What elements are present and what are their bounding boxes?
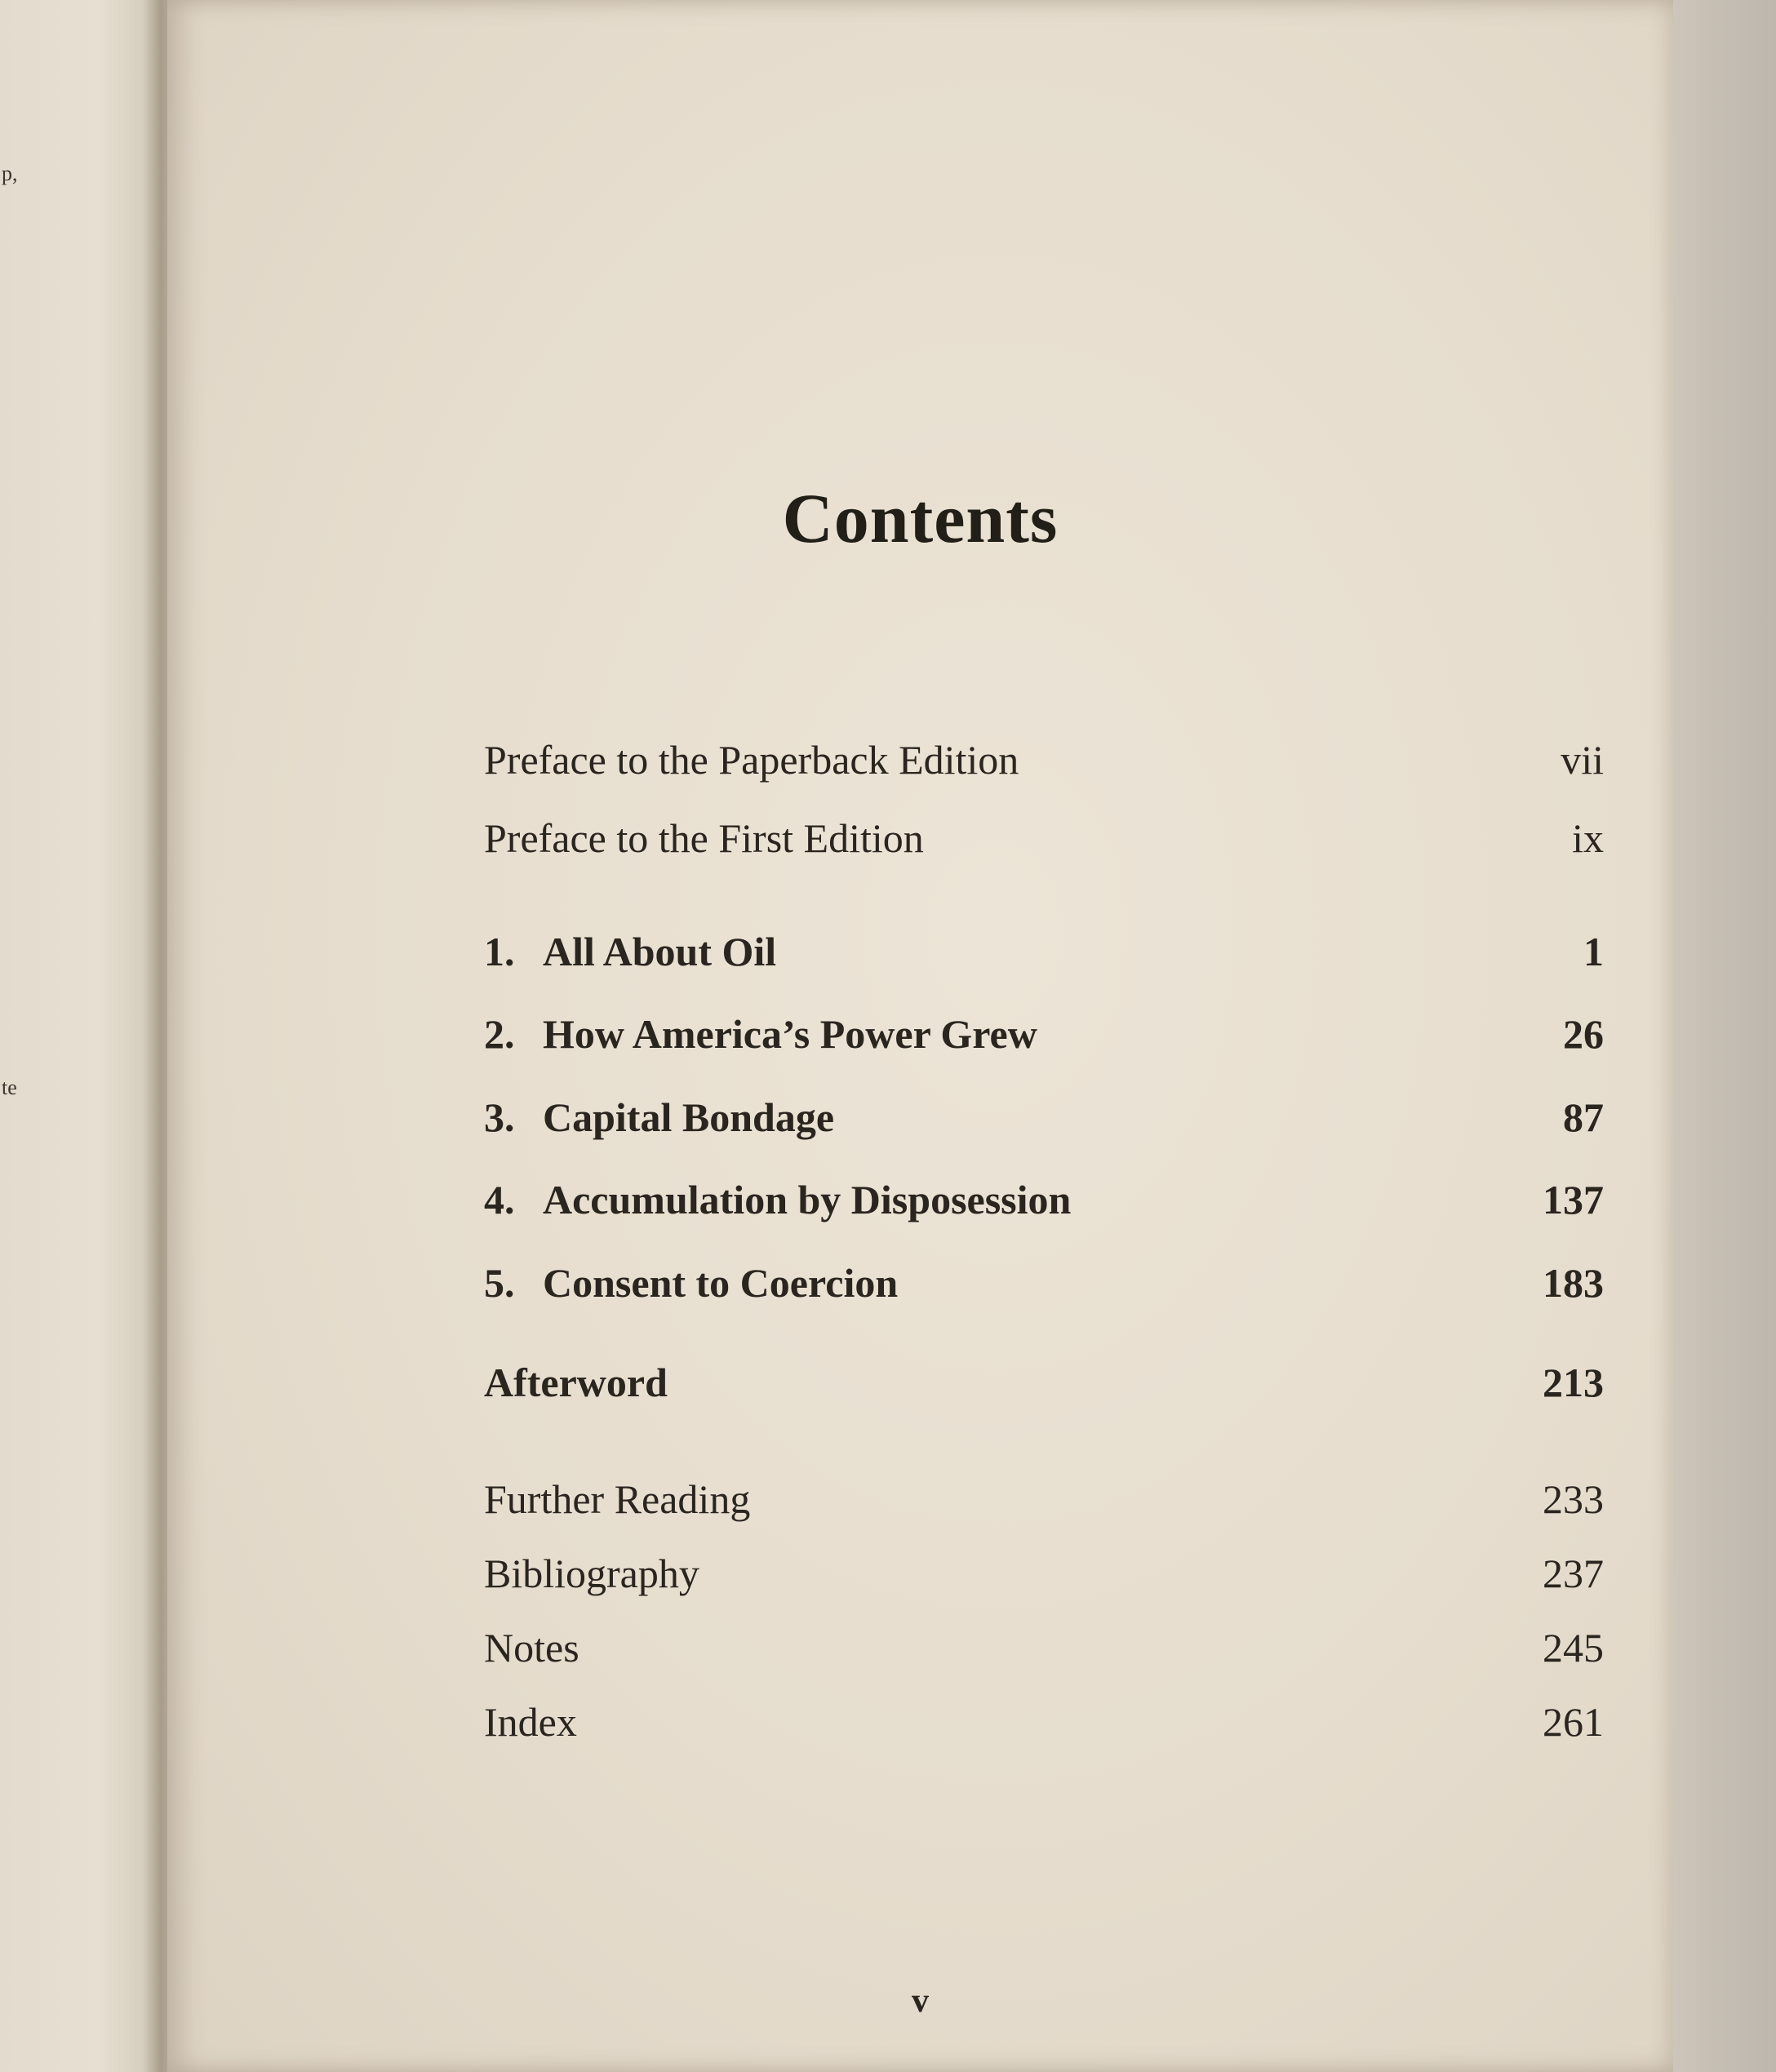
chapter-number: 1. (484, 929, 515, 974)
toc-entry-page: ix (1572, 815, 1604, 861)
toc-chapter-2 (484, 1010, 1604, 1059)
toc-entry-afterword (484, 1359, 1604, 1408)
chapter-number: 4. (484, 1177, 515, 1222)
chapter-title: Accumulation by Disposession (543, 1177, 1072, 1222)
toc-entry-page: 245 (1543, 1625, 1604, 1670)
chapter-title: Capital Bondage (543, 1094, 835, 1140)
chapter-page: 183 (1543, 1260, 1604, 1306)
toc-entry-bibliography (484, 1550, 1604, 1599)
toc-entry-preface-paperback (484, 736, 1604, 785)
toc-entry-label: Preface to the First Edition (484, 815, 924, 861)
toc-entry-further-reading (484, 1475, 1604, 1524)
toc-entry-page: 213 (1543, 1360, 1604, 1405)
toc-entry-page: vii (1561, 737, 1604, 783)
chapter-title: How America’s Power Grew (543, 1011, 1037, 1057)
toc-entry-label: Index (484, 1699, 577, 1745)
toc-entry-label: Bibliography (484, 1551, 699, 1596)
left-facing-page (0, 0, 163, 2072)
chapter-number: 5. (484, 1260, 515, 1306)
page-title: Contents (782, 479, 1059, 557)
toc-chapter-5 (484, 1259, 1604, 1308)
toc-entry-notes (484, 1624, 1604, 1673)
chapter-page: 137 (1543, 1177, 1604, 1222)
toc-chapter-1 (484, 928, 1604, 977)
chapter-title: All About Oil (543, 929, 777, 974)
toc-entry-page: 261 (1543, 1699, 1604, 1745)
chapter-number: 2. (484, 1011, 515, 1057)
toc-entry-label: Further Reading (484, 1476, 751, 1522)
toc-chapter-4 (484, 1176, 1604, 1225)
chapter-page: 1 (1583, 929, 1604, 974)
toc-entry-preface-first (484, 814, 1604, 863)
chapter-page: 26 (1563, 1011, 1604, 1057)
toc-entry-label: Notes (484, 1625, 579, 1670)
chapter-number: 3. (484, 1094, 515, 1140)
toc-chapter-3 (484, 1094, 1604, 1142)
left-page-fragment: te (2, 1076, 17, 1099)
left-page-fragment: p, (2, 162, 18, 185)
page-number: v (912, 1982, 929, 2020)
toc-entry-label: Afterword (484, 1360, 668, 1405)
chapter-title: Consent to Coercion (543, 1260, 899, 1306)
contents-page (167, 0, 1673, 2072)
toc-entry-label: Preface to the Paperback Edition (484, 737, 1019, 783)
toc-entry-index (484, 1698, 1604, 1747)
toc-entry-page: 237 (1543, 1551, 1604, 1596)
chapter-page: 87 (1563, 1094, 1604, 1140)
toc-entry-page: 233 (1543, 1476, 1604, 1522)
background-surface (1665, 0, 1776, 2072)
